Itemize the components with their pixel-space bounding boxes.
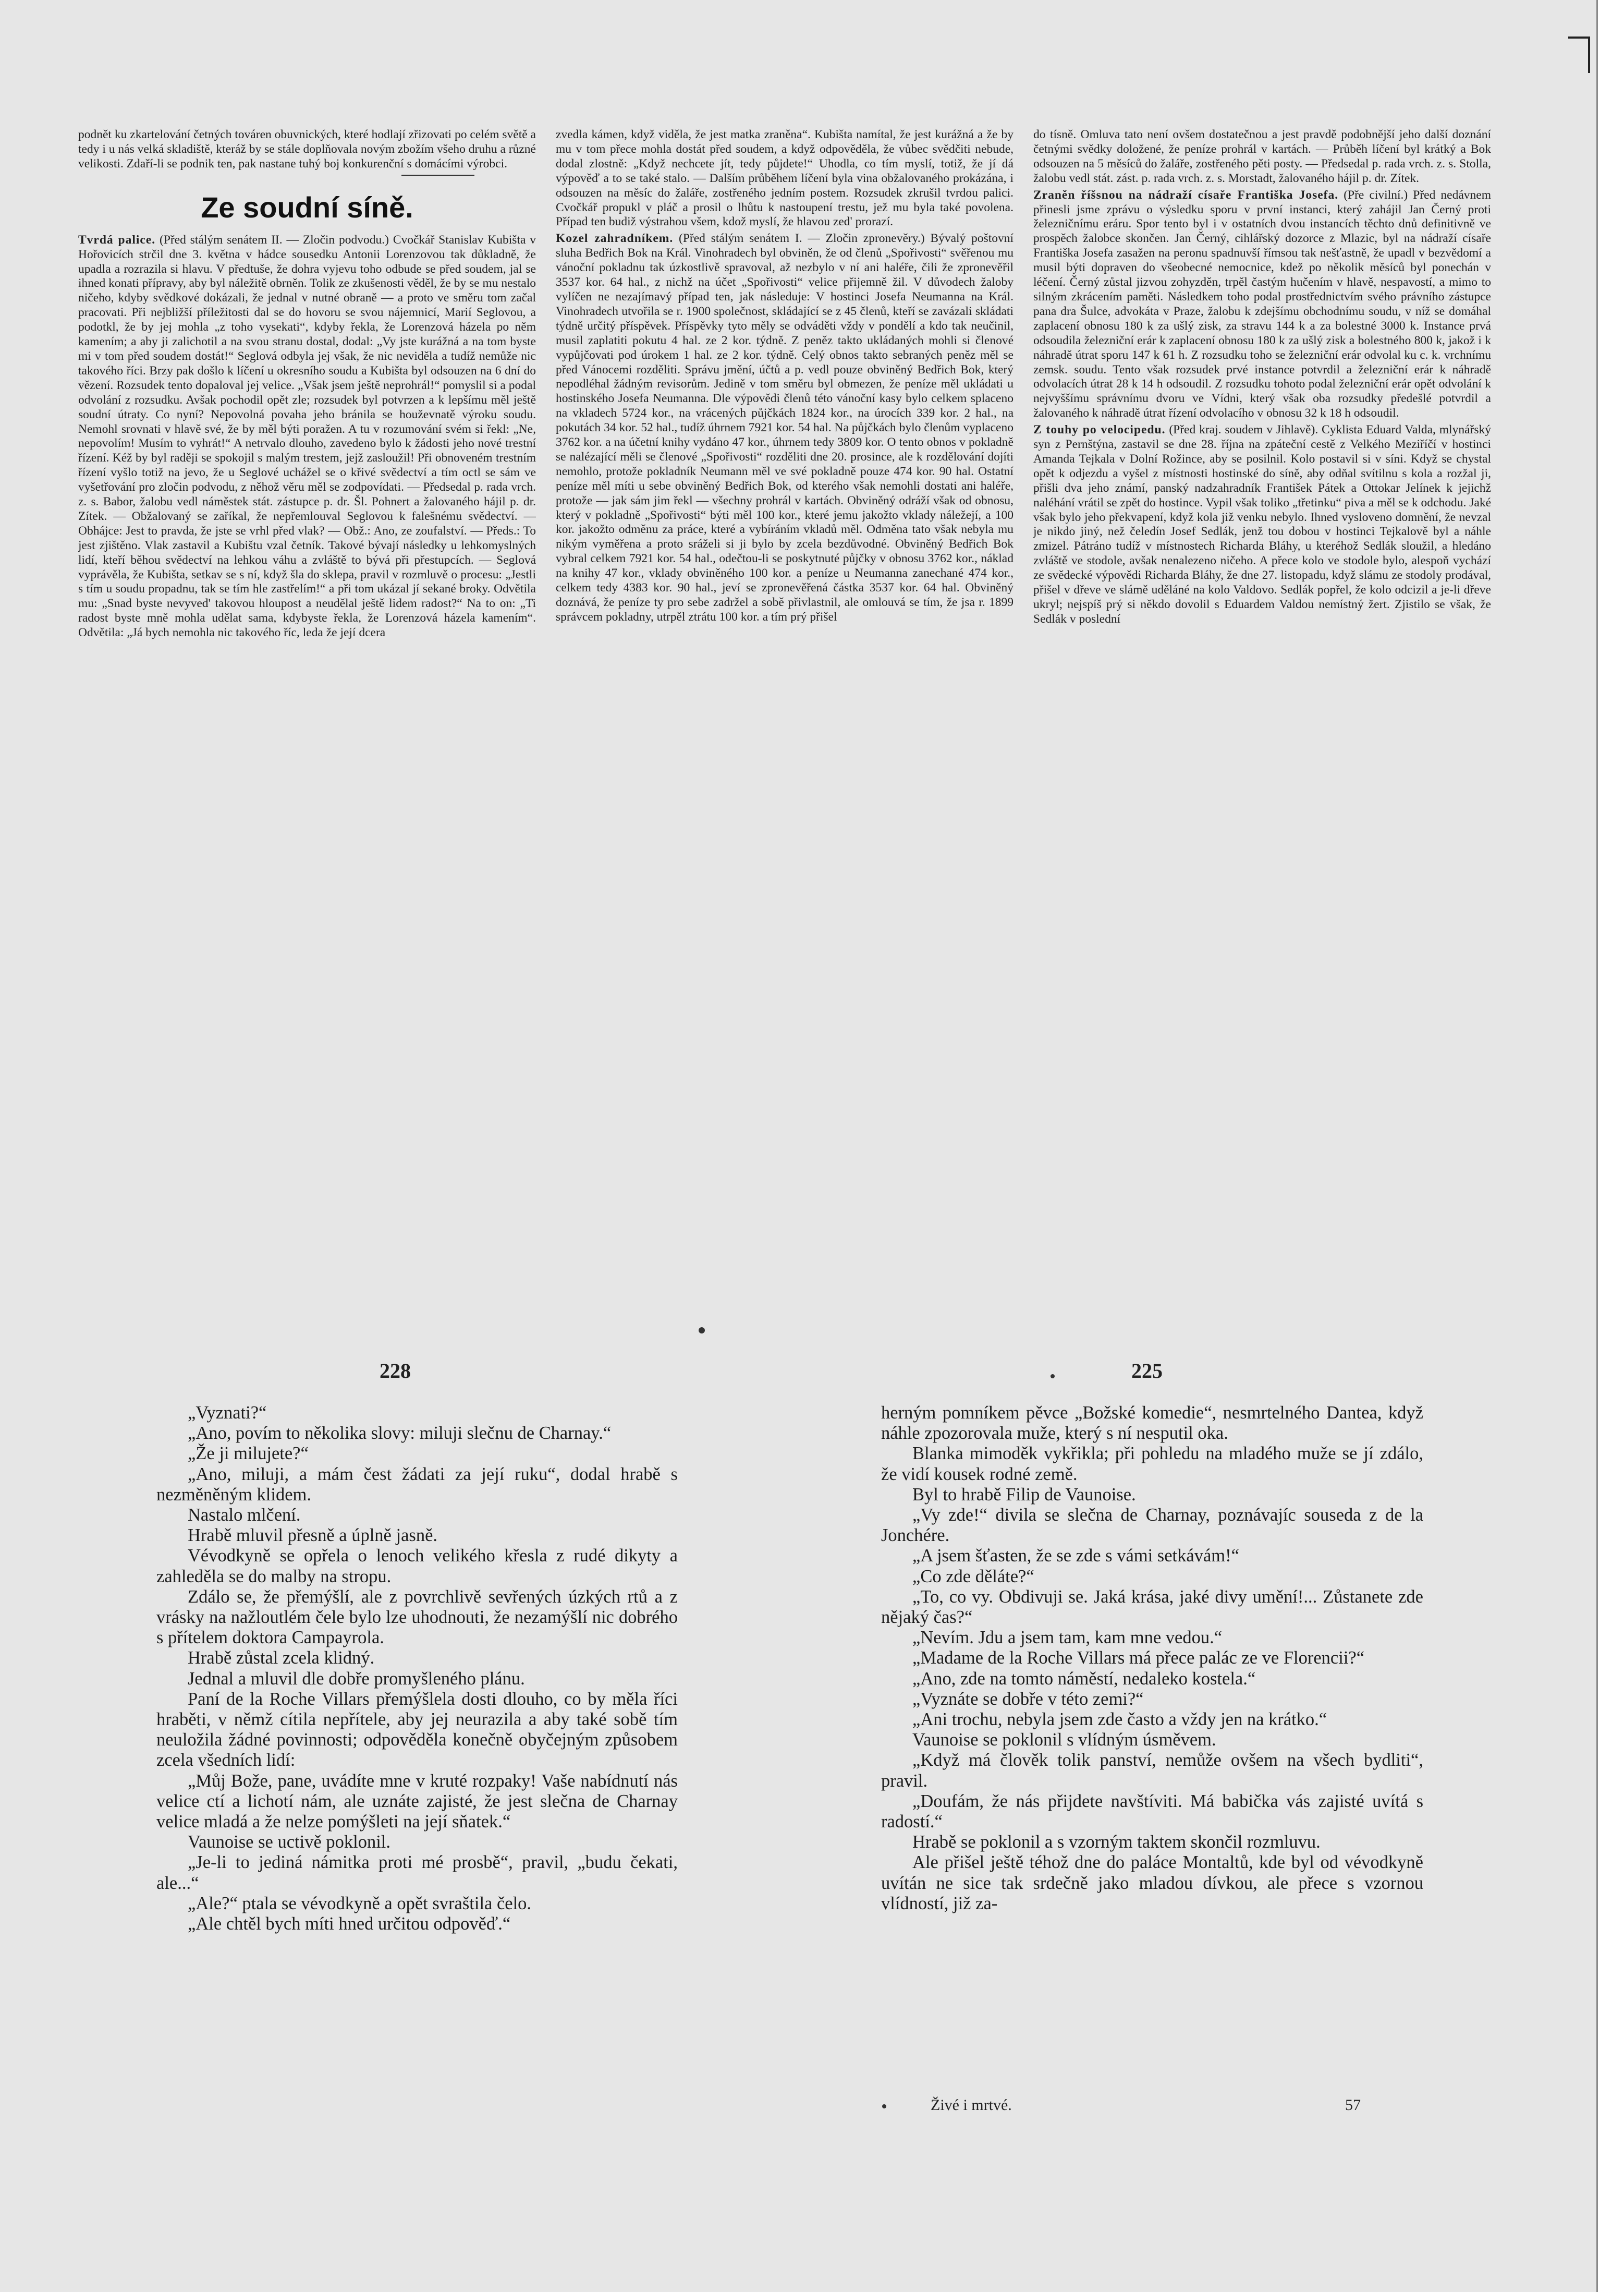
book-right-column	[881, 1403, 1423, 2143]
book-paragraph: Jednal a mluvil dle dobře promyšleného plánu.	[188, 1668, 525, 1689]
book-paragraph: „Madame de la Roche Villars má přece palác ze ve Florencii?“	[912, 1648, 1365, 1668]
book-paragraph: „Ale chtěl bych míti hned určitou odpověď.“	[188, 1914, 511, 1934]
article-continuation: do tísně. Omluva tato není ovšem dostatečnou a jest pravdě podobnější jeho další doznání četnými svědky doložené, že peníze prohrál v kartách. — Průběh líčení byl krátký a Bok odsouzen na 5 měsíců do žaláře, zostřeného pěti posty. — Předsedal p. rada vrch. z. s. Stolla, žalobu vedl stát. zást. p. rada vrch. z. s. Morstadt, žalovaného hájil p. dr. Zítek.	[1033, 128, 1491, 185]
book-paragraph: „Co zde děláte?“	[912, 1566, 1034, 1586]
section-title: Ze soudní síně.	[201, 190, 413, 224]
divider	[401, 175, 474, 176]
page-edge	[1596, 0, 1624, 2292]
right-page-number: 225	[1131, 1359, 1163, 1383]
book-paragraph: Byl to hrabě Filip de Vaunoise.	[912, 1484, 1136, 1505]
book-paragraph: Hrabě zůstal zcela klidný.	[188, 1648, 375, 1668]
book-paragraph: „Vyznáte se dobře v této zemi?“	[912, 1689, 1144, 1709]
article-tvrda-palice	[78, 233, 536, 640]
book-paragraph: „Ale?“ ptala se vévodkyně a opět svraštila čelo.	[188, 1893, 532, 1913]
bullet-dot	[1051, 1374, 1055, 1378]
book-paragraph: „Je-li to jediná námitka proti mé prosbě“, pravil, „budu čekati, ale...“	[156, 1852, 678, 1893]
book-paragraph: „To, co vy. Obdivuji se. Jaká krása, jaké divy umění!... Zůstanete zde nějaký čas?“	[881, 1586, 1423, 1628]
newspaper-column-3	[1033, 128, 1491, 1212]
book-paragraph: „Když má člověk tolik panství, nemůže ovšem na všech bydliti“, pravil.	[881, 1750, 1423, 1791]
article-kozel-zahradnikem	[556, 232, 1014, 624]
book-paragraph: „Ano, povím to několika slovy: miluji slečnu de Charnay.“	[188, 1423, 612, 1444]
newspaper-column-1	[78, 128, 536, 1212]
article-body: (Před stálým senátem II. — Zločin podvodu.) Cvočkář Stanislav Kubišta v Hořovicích strčil dne 3. května v hádce sousedku Antonii Lorenzovou tak důkladně, že upadla a rozrazila si hlavu. V předtuše, že dohra vyjevu toho odbude se před soudem, jal se ihned konati přípravy, aby byl náležitě obrněn. Tolik ze zkušenosti věděl, že by se mu nestalo ničeho, kdyby svědkové dokázali, že jednal v nutné obraně — a proto ve směru tom začal pracovati. Při nejbližší příležitosti dal se do hovoru se svou nájemnicí, Marií Seglovou, a podotkl, že by jej mohla „z toho vysekati“, kdyby řekla, že Lorenzová házela po něm kamením; a aby ji zalichotil a na svou stranu dostal, dodal: „Vy jste kurážná a na tom byste mi v tom před soudem dostát!“ Seglová odbyla jej však, že nic neviděla a tudíž nemůže nic takového říci. Brzy pak došlo k líčení u okresního soudu a Kubišta byl odsouzen na 6 dní do vězení. Rozsudek tento dopaloval jej velice. „Však jsem ještě neprohrál!“ pomyslil si a podal odvolání z rozsudku. Avšak pochodil opět zle; rozsudek byl potvrzen a k lepšímu měl ještě soudní útraty. Co nyní? Nepovolná povaha jeho bránila se houževnatě výroku soudu. Nemohl srovnati v hlavě své, že by měl býti poražen. A tu v rozumování svém si řekl: „Ne, nepovolím! Musím to vyhrát!“ A netrvalo dlouho, zavedeno bylo k žádosti jeho nové trestní řízení. Kéž by byl raději se spokojil s malým trestem, jejž zasloužil! Při obnoveném trestním řízení vyšlo totiž na jevo, že u Seglové uchážel se o křivé svědectví a tím octl se sám ve vyšetřování pro zločin podvodu, z něhož věru měl se zodpovídati. — Předsedal p. rada vrch. z. s. Babor, žalobu vedl náměstek stát. zástupce p. dr. Šl. Pohnert a žalovaného hájil p. dr. Zítek. — Obžalovaný se zaříkal, že nepřemlouval Seglovou k falešnému svědectví. — Obhájce: Jest to pravda, že jste se vrhl před vlak? — Obž.: Ano, ze zoufalství. — Předs.: To jest zjištěno. Vlak zastavil a Kubištu vzal četník. Takové bývají následky u lehkomyslných lidí, kteří běhou svědectví na lehkou váhu a zvláště to bývá při přestupcích. — Seglová vyprávěla, že Kubišta, setkav se s ní, když šla do sklepa, pravil v rozmluvě o procesu: „Jestli s tím u soudu propadnu, tak se tím hle zastřelím!“ a při tom ukázal jí sekané broky. Odvětila mu: „Snad byste nevyved' takovou hloupost a neudělal ještě lidem radost?“ Na to on: „Ti radost byste mně mohla udělat sama, kdybyste řekla, že Lorenzová házela kamením“. Odvětila: „Já bych nemohla nic takového říc, leda že její dcera	[78, 233, 536, 640]
intro-paragraph: podnět ku zkartelování četných továren obuvnických, které hodlají zřizovati po celém světě a tedy i u nás velká skladiště, kteráž by se stále doplňovala novým zbožím všeho druhu a různé velikosti. Zdaří-li se podnik ten, pak nastane tuhý boj konkurenční s domácími výrobci.	[78, 128, 536, 171]
book-paragraph: „Vy zde!“ divila se slečna de Charnay, poznávajíc souseda z de la Jonchére.	[881, 1505, 1423, 1546]
book-paragraph: „Vyznati?“	[188, 1403, 267, 1423]
book-paragraph: Paní de la Roche Villars přemýšlela dosti dlouho, co by měla říci hraběti, v němž cítila nepřítele, aby jej neurazila a aby také sobě tím neuložila žádné povinnosti; odpověděla konečně obyčejným způsobem zcela všedních lidí:	[156, 1689, 678, 1770]
book-footer-title: Živé i mrtvé.	[931, 2096, 1012, 2114]
book-footer-number: 57	[1345, 2096, 1361, 2114]
crop-mark	[1568, 37, 1589, 39]
article-heading: Kozel zahradníkem.	[556, 232, 674, 246]
book-paragraph: Hrabě mluvil přesně a úplně jasně.	[188, 1525, 438, 1546]
article-continuation: zvedla kámen, když viděla, že jest matka zraněna“. Kubišta namítal, že jest kurážná a že by mu v tom přece mohla dostát před soudem, a když odpověděla, že vůbec svědčiti nebude, dodal zlostně: „Když nechcete jít, tedy půjdete!“ Uhodla, co tím myslí, totiž, že jí dá výpověď a to se také stalo. — Dalším průběhem líčení byla vina obžalovaného prokázána, i odsouzen na měsíc do žaláře, zostřeného jedním postem. Rozsudek zkrušil tvrdou palici. Cvočkář propukl v pláč a prosil o lhůtu k nastoupení trestu, jež mu byla také povolena. Případ ten budiž výstrahou všem, kdož myslí, že hlavou zed' prorazí.	[556, 128, 1014, 229]
book-paragraph: „Ano, zde na tomto náměstí, nedaleko kostela.“	[912, 1668, 1256, 1689]
article-heading: Tvrdá palice.	[78, 233, 156, 247]
article-body: (Před stálým senátem I. — Zločin zpronevěry.) Bývalý poštovní sluha Bedřich Bok na Král. Vinohradech byl obviněn, že od členů „Spořivosti“ svěřenou mu vánoční pokladnu tak úzkostlivě spravoval, až nezbylo v ní ani haléře, čili že zpronevěřil 3537 kor. 64 hal., z nichž na účet „Spořivosti“ velice přijemně žil. V důvodech žaloby vylíčen ne nezajímavý případ ten, jak následuje: V hostinci Josefa Neumanna na Král. Vinohradech utvořila se r. 1900 společnost, skládající se z 45 členů, kteří se zavázali skládati týdně určitý příspěvek. Příspěvky tyto měly se odváděti vždy v pondělí a kdo tak neučinil, musil zaplatiti pokutu 4 hal. ze 2 kor. týdně. Z peněz takto ukládaných mohli si členové vypůjčovati pod úrokem 1 hal. ze 2 kor. týdně. Celý obnos takto sebraných peněz měl se před Vánocemi rozděliti. Správu jmění, účtů a p. vedl pouze obviněný Bedřich Bok, který nepodléhal žádným revisorům. Jedině v tom směru byl obmezen, že peníze měl ukládati u hostinského Josefa Neumanna. Dle výpovědi členů této vánoční kasy bylo celkem splaceno na vkladech 5724 kor., na vrácených půjčkách 1824 kor., na úrocích 339 kor. 2 hal., na pokutách 34 kor. 52 hal., tudíž úhrnem 7921 kor. 54 hal. Na půjčkách bylo členům vyplaceno 3762 kor. a na účetní knihy vydáno 47 kor., úhrnem tedy 3809 kor. O tento obnos v pokladně se nalézající měli se členové „Spořivosti“ rozděliti dne 20. prosince, ale k rozdělování dojíti nemohlo, protože pokladník Neumann měl ve své pokladně pouze 474 kor. 90 hal. Ostatní peníze měl míti u sebe obviněný Bedřich Bok, od kterého však nemohli dostati ani haléře, protože — jak sám jim řekl — všechny prohrál v kartách. Obviněný odráží však od obnosu, který v pokladně „Spořivosti“ býti měl 100 kor., které jemu jakožto vklady náležejí, a 100 kor. jakožto odměnu za práce, které a vybíráním vkladů měl. Odměna tato však nebyla mu nikým vyměřena a proto sráželi si ji bylo by zcela bezdůvodné. Obviněný Bedřich Bok vybral celkem 7921 kor. 54 hal., odečtou-li se poskytnuté půjčky v obnosu 3762 kor., náklad na knihy 47 kor., vklady obviněného 100 kor. a peníze u Neumanna zanechané 474 kor., celkem tedy 4383 kor. 90 hal., jeví se zpronevěřená částka 3537 kor. 64 hal. Obviněný doznává, že peníze ty pro sebe zadržel a sobě přivlastnil, ale omlouvá se tím, že jsa r. 1899 správcem pokladny, utrpěl ztrátu 100 kor. a tím prý přišel	[556, 232, 1014, 624]
book-paragraph: Hrabě se poklonil a s vzorným taktem skončil rozmluvu.	[912, 1832, 1321, 1852]
article-heading: Zraněn říšsnou na nádraží císaře Františka Josefa.	[1033, 188, 1339, 202]
left-page-number: 228	[380, 1359, 411, 1383]
book-paragraph: „Ano, miluji, a mám čest žádati za její ruku“, dodal hrabě s nezměněným klidem.	[156, 1464, 678, 1505]
bullet-dot	[882, 2104, 886, 2108]
book-paragraph: Vaunoise se uctivě poklonil.	[188, 1832, 391, 1852]
crop-mark	[1588, 37, 1590, 73]
article-z-touhy-po-velocipedu	[1033, 423, 1491, 627]
book-paragraph: herným pomníkem pěvce „Božské komedie“, nesmrtelného Dantea, když náhle zpozorovala muže, který s ní nesputil oka.	[881, 1403, 1423, 1444]
book-paragraph: „Můj Bože, pane, uvádíte mne v kruté rozpaky! Vaše nabídnutí nás velice ctí a lichotí nám, ale uznáte zajisté, že jest slečna de Charnay velice mladá a že nelze pomýšleti na její sňatek.“	[156, 1770, 678, 1832]
book-paragraph: Ale přišel ještě téhož dne do paláce Montaltů, kde byl od vévodkyně uvítán ne sice tak srdečně jako mladou dívkou, ale přece s vzornou vlídností, již za-	[881, 1852, 1423, 1913]
book-paragraph: Nastalo mlčení.	[188, 1505, 301, 1525]
article-heading: Z touhy po velocipedu.	[1033, 423, 1166, 437]
book-left-column	[156, 1403, 678, 2143]
newspaper-section	[78, 128, 1491, 1212]
book-paragraph: „Že ji milujete?“	[188, 1444, 309, 1464]
article-body: (Pře civilní.) Před nedávnem přinesli jsme zprávu o výsledku sporu v první instanci, který zahájil Jan Černý proti železničnímu eráru. Spor tento byl i v ostatních dvou instancích těchto dnů definitivně ve prospěch žalobce skončen. Jan Černý, cihlářský dozorce z Mlazic, byl na nádraží císaře Františka Josefa zasažen na peronu spadnuvší římsou tak nešťastně, že upadl v bezvědomí a musil býti dopraven do všeobecné nemocnice, kdež po několik měsíců byl ponechán v léčení. Černý zůstal jizvou zohyzděn, trpěl častým hučením v hlavě, nespavostí, a mimo to silným zkrácením paměti. Následkem toho podal prostřednictvím svého právního zástupce pana dra Šulce, advokáta v Praze, žalobu k zdejšímu obchodnímu soudu, v níž se domáhal zaplacení obnosu 180 k za ušlý zisk, za stravu 144 k a za bolestné 3000 k. Instance prvá odsoudila železniční erár k zaplacení obnosu 180 k za ušlý zisk a bolestného 800 k, jakož i k náhradě útrat sporu 147 k 61 h. Z rozsudku toho se železniční erár odvolal ku c. k. vrchnímu zemsk. soudu. Tento však rozsudek prvé instance potvrdil a železniční erár k náhradě odvolacích útrat 28 k 14 h odsoudil. Z rozsudku tohoto podal železniční erár opět odvolání k nejvyššímu správnímu dvoru ve Vídni, který však oba rozsudky předešlé potvrdil a žalovaného k náhradě útrat řízení odvolacího v obnosu 32 k 18 h odsoudil.	[1033, 188, 1491, 420]
book-paragraph: Blanka mimoděk vykřikla; při pohledu na mladého muže se jí zdálo, že vidí kousek rodné země.	[881, 1444, 1423, 1484]
book-paragraph: Zdálo se, že přemýšlí, ale z povrchlivě sevřených úzkých rtů a z vrásky na nažloutlém čele bylo lze uhodnouti, že nezamýšlí nic dobrého s přítelem doktora Campayrola.	[156, 1586, 678, 1648]
book-paragraph: „Doufám, že nás přijdete navštíviti. Má babička vás zajisté uvítá s radostí.“	[881, 1791, 1423, 1832]
bullet-dot	[699, 1327, 705, 1333]
newspaper-column-2	[556, 128, 1014, 1212]
book-paragraph: „Ani trochu, nebyla jsem zde často a vždy jen na krátko.“	[912, 1709, 1327, 1730]
book-paragraph: „A jsem šťasten, že se zde s vámi setkávám!“	[912, 1546, 1239, 1566]
article-zranen-rimsou	[1033, 188, 1491, 421]
book-paragraph: Vaunoise se poklonil s vlídným úsměvem.	[912, 1730, 1216, 1750]
book-paragraph: „Nevím. Jdu a jsem tam, kam mne vedou.“	[912, 1628, 1223, 1648]
article-body: (Před kraj. soudem v Jihlavě). Cyklista Eduard Valda, mlynářský syn z Pernštýna, zastavil se dne 28. října na zpáteční cestě z Velkého Meziříčí v hostinci Amanda Tejkala v Dolní Rožince, aby se posilnil. Kolo postavil si v síni. Když se chystal opět k odjezdu a vyšel z místnosti hostinské do síně, aby odňal svítilnu s kola a rozžal ji, přišli dva jeho známí, panský nadzahradník František Pátek a Ottokar Jelínek k jejichž naléhání vrátil se zpět do hostince. Vypil však toliko „třetinku“ piva a měl se k odchodu. Jaké však bylo jeho překvapení, když kola již venku nebylo. Ihned vysloveno domnění, že nevzal je nikdo jiný, než čeledín Josef Sedlák, jenž tou dobou v hostinci Tejkalově byl a náhle zmizel. Pátráno tudíž v místnostech Richarda Bláhy, u kteréhož Sedlák sloužil, a hledáno zvláště ve stodole, avšak nenalezeno ničeho. A přece kolo ve stodole bylo, alespoň vychází ze svědecké výpovědi Richarda Bláhy, že dne 27. listopadu, když slámu ze stodoly prodával, přišel v dřeve ve slámě uděláné na kolo Valdovo. Sedlák popřel, že kolo odcizil a je-li dřeve ukryl; nejspíš prý si někdo dovolil s Eduardem Valdou nemístný žert. Zjistilo se však, že Sedlák v poslední	[1033, 423, 1491, 626]
book-paragraph: Vévodkyně se opřela o lenoch velikého křesla z rudé dikyty a zahleděla se do malby na stropu.	[156, 1546, 678, 1586]
